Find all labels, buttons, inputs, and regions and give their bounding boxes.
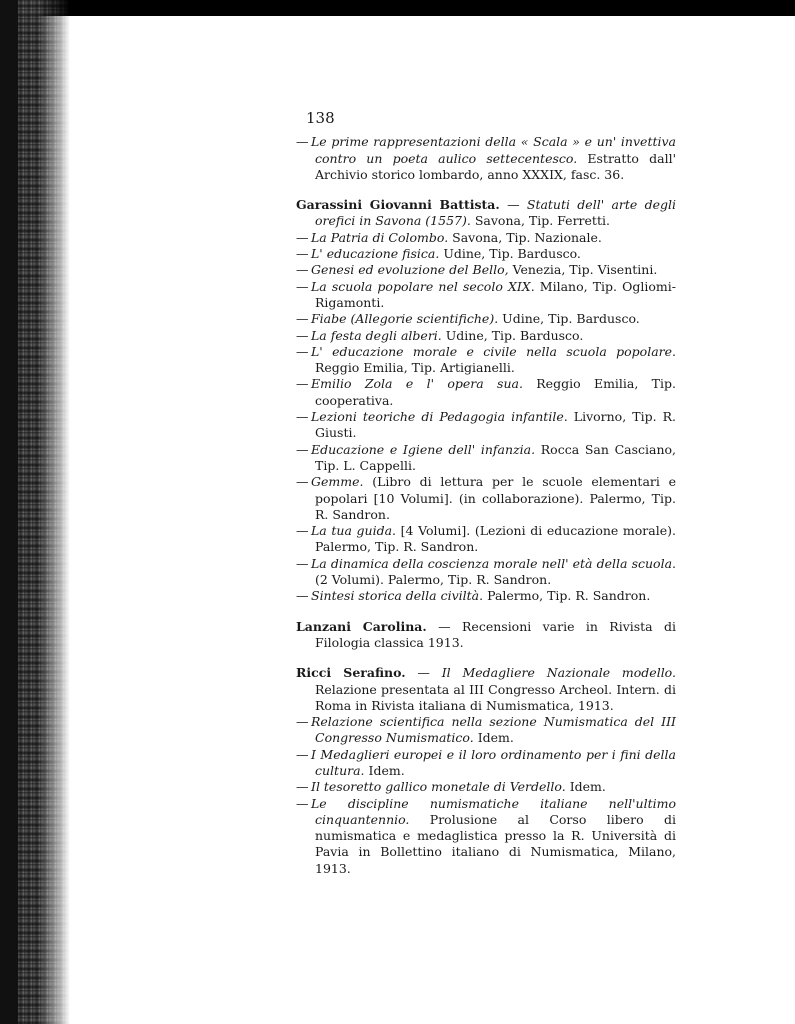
dash: — — [296, 343, 309, 359]
work-details: Estratto dall' Archivio storico lombardo, anno XXXIX, fasc. 36. — [315, 150, 677, 182]
scan-left-border — [0, 0, 18, 1024]
dash: — — [296, 229, 309, 245]
work-title: I Medaglieri europei e il loro ordinamento per i fini della cultura. — [311, 746, 676, 778]
author-name: Ricci Serafino. — [296, 665, 406, 681]
dash: — — [296, 311, 309, 327]
dash: — — [438, 618, 451, 634]
dash: — — [296, 409, 309, 425]
work-title: Il tesoretto gallico monetale di Verdello. — [311, 779, 566, 795]
author-line — [296, 665, 676, 714]
work-details: Udine, Tip. Bardusco. — [443, 246, 581, 262]
work-item — [296, 279, 676, 312]
work-details: Savona, Tip. Nazionale. — [452, 229, 602, 245]
dash: — — [296, 246, 309, 262]
work-details: Udine, Tip. Bardusco. — [445, 327, 584, 343]
dash: — — [296, 327, 309, 343]
dash: — — [417, 665, 430, 681]
work-title: La festa degli alberi. — [311, 327, 442, 343]
work-title: Il Medagliere Nazionale modello. — [441, 665, 676, 681]
work-title: Genesi ed evoluzione del Bello, — [311, 262, 509, 278]
work-item — [296, 246, 676, 262]
dash: — — [296, 555, 309, 571]
work-details: Recensioni varie in Rivista di Filologia classica 1913. — [315, 618, 676, 650]
work-details: Rocca San Casciano, Tip. L. Cappelli. — [315, 441, 676, 473]
work-details: Palermo, Tip. R. Sandron. — [487, 588, 651, 604]
author-line — [296, 197, 676, 230]
work-item — [296, 409, 676, 442]
work-title: Lezioni teoriche di Pedagogia infantile. — [311, 409, 568, 425]
work-title: La dinamica della coscienza morale nell' età della scuola. — [311, 555, 676, 571]
work-details: Relazione presentata al III Congresso Archeol. Intern. di Roma in Rivista italiana di Numismatica, 1913. — [315, 681, 676, 713]
dash: — — [296, 588, 309, 604]
work-title: Statuti dell' arte degli orefici in Savona (1557). — [315, 197, 676, 229]
work-item — [296, 474, 676, 523]
work-details: Venezia, Tip. Visentini. — [512, 262, 658, 278]
author-name: Garassini Giovanni Battista. — [296, 197, 500, 213]
dash: — — [296, 441, 309, 457]
dash: — — [296, 746, 309, 762]
author-line — [296, 619, 676, 652]
dash: — — [296, 278, 309, 294]
dash: — — [296, 779, 309, 795]
work-title: L' educazione fisica. — [311, 246, 440, 262]
work-title: Fiabe (Allegorie scientifiche). — [311, 311, 499, 327]
page-content — [296, 110, 676, 891]
work-title: Le discipline numismatiche italiane nell'ultimo cinquantennio. — [311, 795, 676, 827]
dash: — — [296, 714, 309, 730]
dash: — — [296, 474, 309, 490]
work-item — [296, 134, 676, 183]
dash: — — [507, 197, 520, 213]
work-title: Sintesi storica della civiltà. — [311, 588, 484, 604]
work-item — [296, 262, 676, 278]
work-details: Reggio Emilia, Tip. cooperativa. — [315, 376, 676, 408]
work-details: (Libro di lettura per le scuole elementari e popolari [10 Volumi]. (in collaborazione). Palermo, Tip. R. Sandron. — [315, 474, 676, 522]
scan-top-border — [0, 0, 795, 16]
work-item — [296, 779, 676, 795]
work-item — [296, 376, 676, 409]
author-name: Lanzani Carolina. — [296, 618, 427, 634]
work-item — [296, 556, 676, 589]
work-details: Idem. — [569, 779, 606, 795]
dash: — — [296, 134, 309, 150]
work-title: Relazione scientifica nella sezione Numismatica del III Congresso Numismatico. — [311, 714, 676, 746]
work-details: Livorno, Tip. R. Giusti. — [315, 409, 676, 441]
work-item — [296, 230, 676, 246]
work-details: Udine, Tip. Bardusco. — [502, 311, 640, 327]
work-title: Emilio Zola e l' opera sua. — [311, 376, 523, 392]
work-item — [296, 344, 676, 377]
work-item — [296, 328, 676, 344]
work-item — [296, 588, 676, 604]
work-title: La scuola popolare nel secolo XIX. — [311, 278, 535, 294]
work-title: Le prime rappresentazioni della « Scala » e un' invettiva contro un poeta aulico settecentesco. — [311, 134, 676, 166]
work-details: [4 Volumi]. (Lezioni di educazione morale). Palermo, Tip. R. Sandron. — [315, 523, 676, 555]
work-title: Educazione e Igiene dell' infanzia. — [311, 441, 536, 457]
work-title: La Patria di Colombo. — [311, 229, 449, 245]
page-number: 138 — [306, 109, 335, 127]
work-item — [296, 311, 676, 327]
dash: — — [296, 376, 309, 392]
bibliography-entry — [296, 197, 676, 604]
work-details: Idem. — [368, 762, 405, 778]
bibliography-entry — [296, 134, 676, 183]
work-item — [296, 747, 676, 780]
work-details: Idem. — [477, 730, 514, 746]
work-item — [296, 523, 676, 556]
work-details: Milano, Tip. Ogliomi-Rigamonti. — [315, 278, 676, 310]
bibliography-entry — [296, 665, 676, 877]
work-details: Savona, Tip. Ferretti. — [474, 213, 610, 229]
work-title: La tua guida. — [311, 523, 397, 539]
work-details: Reggio Emilia, Tip. Artigianelli. — [315, 360, 515, 376]
work-details: (2 Volumi). Palermo, Tip. R. Sandron. — [315, 572, 552, 588]
work-details: Prolusione al Corso libero di numismatica e medaglistica presso la R. Università di Pavia in Bollettino italiano di Numismatica, Milano, 1913. — [315, 811, 677, 876]
dash: — — [296, 795, 309, 811]
dash: — — [296, 262, 309, 278]
work-title: Gemme. — [311, 474, 364, 490]
work-item — [296, 796, 676, 877]
work-title: L' educazione morale e civile nella scuola popolare. — [311, 343, 676, 359]
dash: — — [296, 523, 309, 539]
work-item — [296, 714, 676, 747]
work-item — [296, 442, 676, 475]
bibliography-entry — [296, 619, 676, 652]
